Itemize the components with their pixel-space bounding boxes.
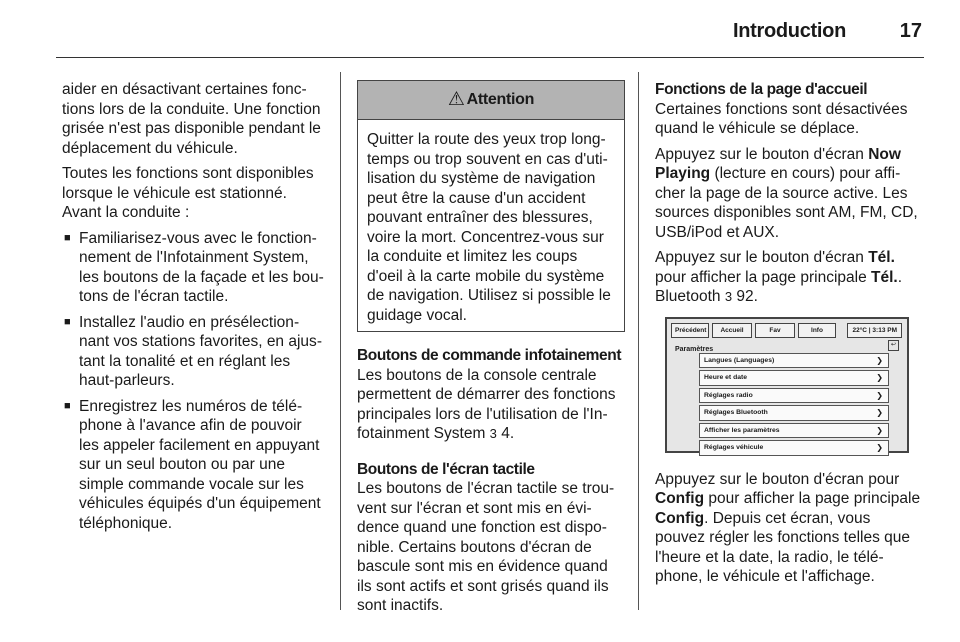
column-1 [62, 80, 324, 539]
screen-status: 22°C | 3:13 PM [847, 323, 902, 338]
intro-paragraph: Certaines fonctions sont désactivées quand le véhicule se déplace. [655, 100, 908, 137]
column-3 [655, 80, 921, 593]
settings-screenshot [655, 313, 917, 458]
warning-text: Quitter la route des yeux trop longtemps ou trop souvent en cas d'utilisation du système de navigation peut être la cause d'un accident pouvant entraîner des blessures, voire la mort. Concentrez-vous sur la conduite et limitez les coups d'oeil à la carte mobile du système de navigation. Utilisez si possible le guidage vocal. [367, 131, 611, 324]
chevron-right-icon: ❯ [876, 390, 883, 400]
intro-paragraph: aider en désactivant certaines fonctions lors de la conduite. Une fonction grisée n'est pas disponible pendant le déplacement du véhicule. [62, 81, 321, 157]
screen-tab-info: Info [798, 323, 836, 338]
screen-frame [665, 317, 909, 453]
section-heading: Fonctions de la page d'accueil [655, 81, 868, 98]
header-divider [56, 57, 924, 58]
screen-back-icon: ↩ [888, 340, 899, 351]
page-title: Introduction [732, 20, 846, 42]
warning-header [358, 81, 624, 120]
warning-triangle-icon: ⚠ [447, 89, 465, 111]
chevron-right-icon: ❯ [876, 355, 883, 365]
bullet-list [62, 229, 324, 534]
page-reference: 92. [736, 288, 758, 305]
screen-tab-back: Précédent [671, 323, 709, 338]
bullet-item: ■ Enregistrez les numéros de téléphone à l'avance afin de pouvoir les appeler facilement en appuyant sur un seul bouton ou par une simple commande vocale sur les véhicules équipés d'un équipement téléphonique. [62, 397, 324, 534]
screen-tab-home: Accueil [712, 323, 752, 338]
column-divider [340, 72, 341, 610]
chevron-right-icon: ❯ [876, 443, 883, 452]
config-paragraph: Appuyez sur le bouton d'écran pour Config pour afficher la page principale Config. Depuis cet écran, vous pouvez régler les fonctions telles que l'heure et la date, la radio, le téléphone, le véhicule et l'affichage. [655, 470, 921, 585]
page-reference: 4. [501, 425, 515, 442]
warning-box [357, 80, 625, 332]
page-number: 17 [899, 20, 922, 42]
section-paragraph: Les boutons de la console centrale permettent de démarrer des fonctions principales lors de l'utilisation de l'Infotainment System 3 4. [357, 366, 616, 442]
warning-title: Attention [466, 91, 535, 109]
now-playing-paragraph: Appuyez sur le bouton d'écran Now Playing (lecture en cours) pour afficher la page de la source active. Les sources disponibles sont AM, FM, CD, USB/iPod et AUX. [655, 145, 918, 241]
screen-title: Paramètres [675, 345, 714, 353]
bullet-item: ■ Installez l'audio en présélectionnant vos stations favorites, en ajustant la tonalité et en réglant les haut-parleurs. [62, 313, 324, 391]
screen-menu-item: Langues (Languages) ❯ [699, 353, 889, 369]
screen-menu-item: Réglages véhicule ❯ [699, 440, 889, 456]
column-divider [638, 72, 639, 610]
screen-menu [699, 353, 889, 458]
phone-paragraph: Appuyez sur le bouton d'écran Tél. pour afficher la page principale Tél.. Bluetooth 3 92. [655, 249, 903, 305]
screen-menu-item: Réglages radio ❯ [699, 388, 889, 404]
screen-tab-bar [671, 323, 836, 338]
chevron-right-icon: ❯ [876, 373, 883, 382]
screen-tab-fav: Fav [755, 323, 795, 338]
chevron-right-icon: ❯ [876, 408, 883, 417]
bullet-item: ■ Familiarisez-vous avec le fonctionnement de l'Infotainment System, les boutons de la façade et les boutons de l'écran tactile. [62, 229, 324, 307]
page-reference-icon: 3 [489, 426, 497, 441]
section-paragraph: Les boutons de l'écran tactile se trouvent sur l'écran et sont mis en évidence quand une fonction est disponible. Certains boutons d'écran de bascule sont mis en évidence quand ils sont actifs et sont grisés quand ils sont inactifs. [357, 480, 615, 614]
page-header [0, 0, 960, 58]
stationary-paragraph: Toutes les fonctions sont disponibles lorsque le véhicule est stationné. Avant la conduite : [62, 165, 314, 221]
column-2 [357, 80, 625, 622]
section-heading: Boutons de l'écran tactile [357, 460, 535, 478]
section-heading: Boutons de commande infotainement [357, 347, 622, 364]
screen-menu-item: Afficher les paramètres ❯ [699, 423, 889, 439]
chevron-right-icon: ❯ [876, 425, 883, 435]
screen-menu-item: Heure et date ❯ [699, 370, 889, 386]
page-reference-icon: 3 [724, 289, 733, 304]
screen-menu-item: Réglages Bluetooth ❯ [699, 405, 889, 421]
